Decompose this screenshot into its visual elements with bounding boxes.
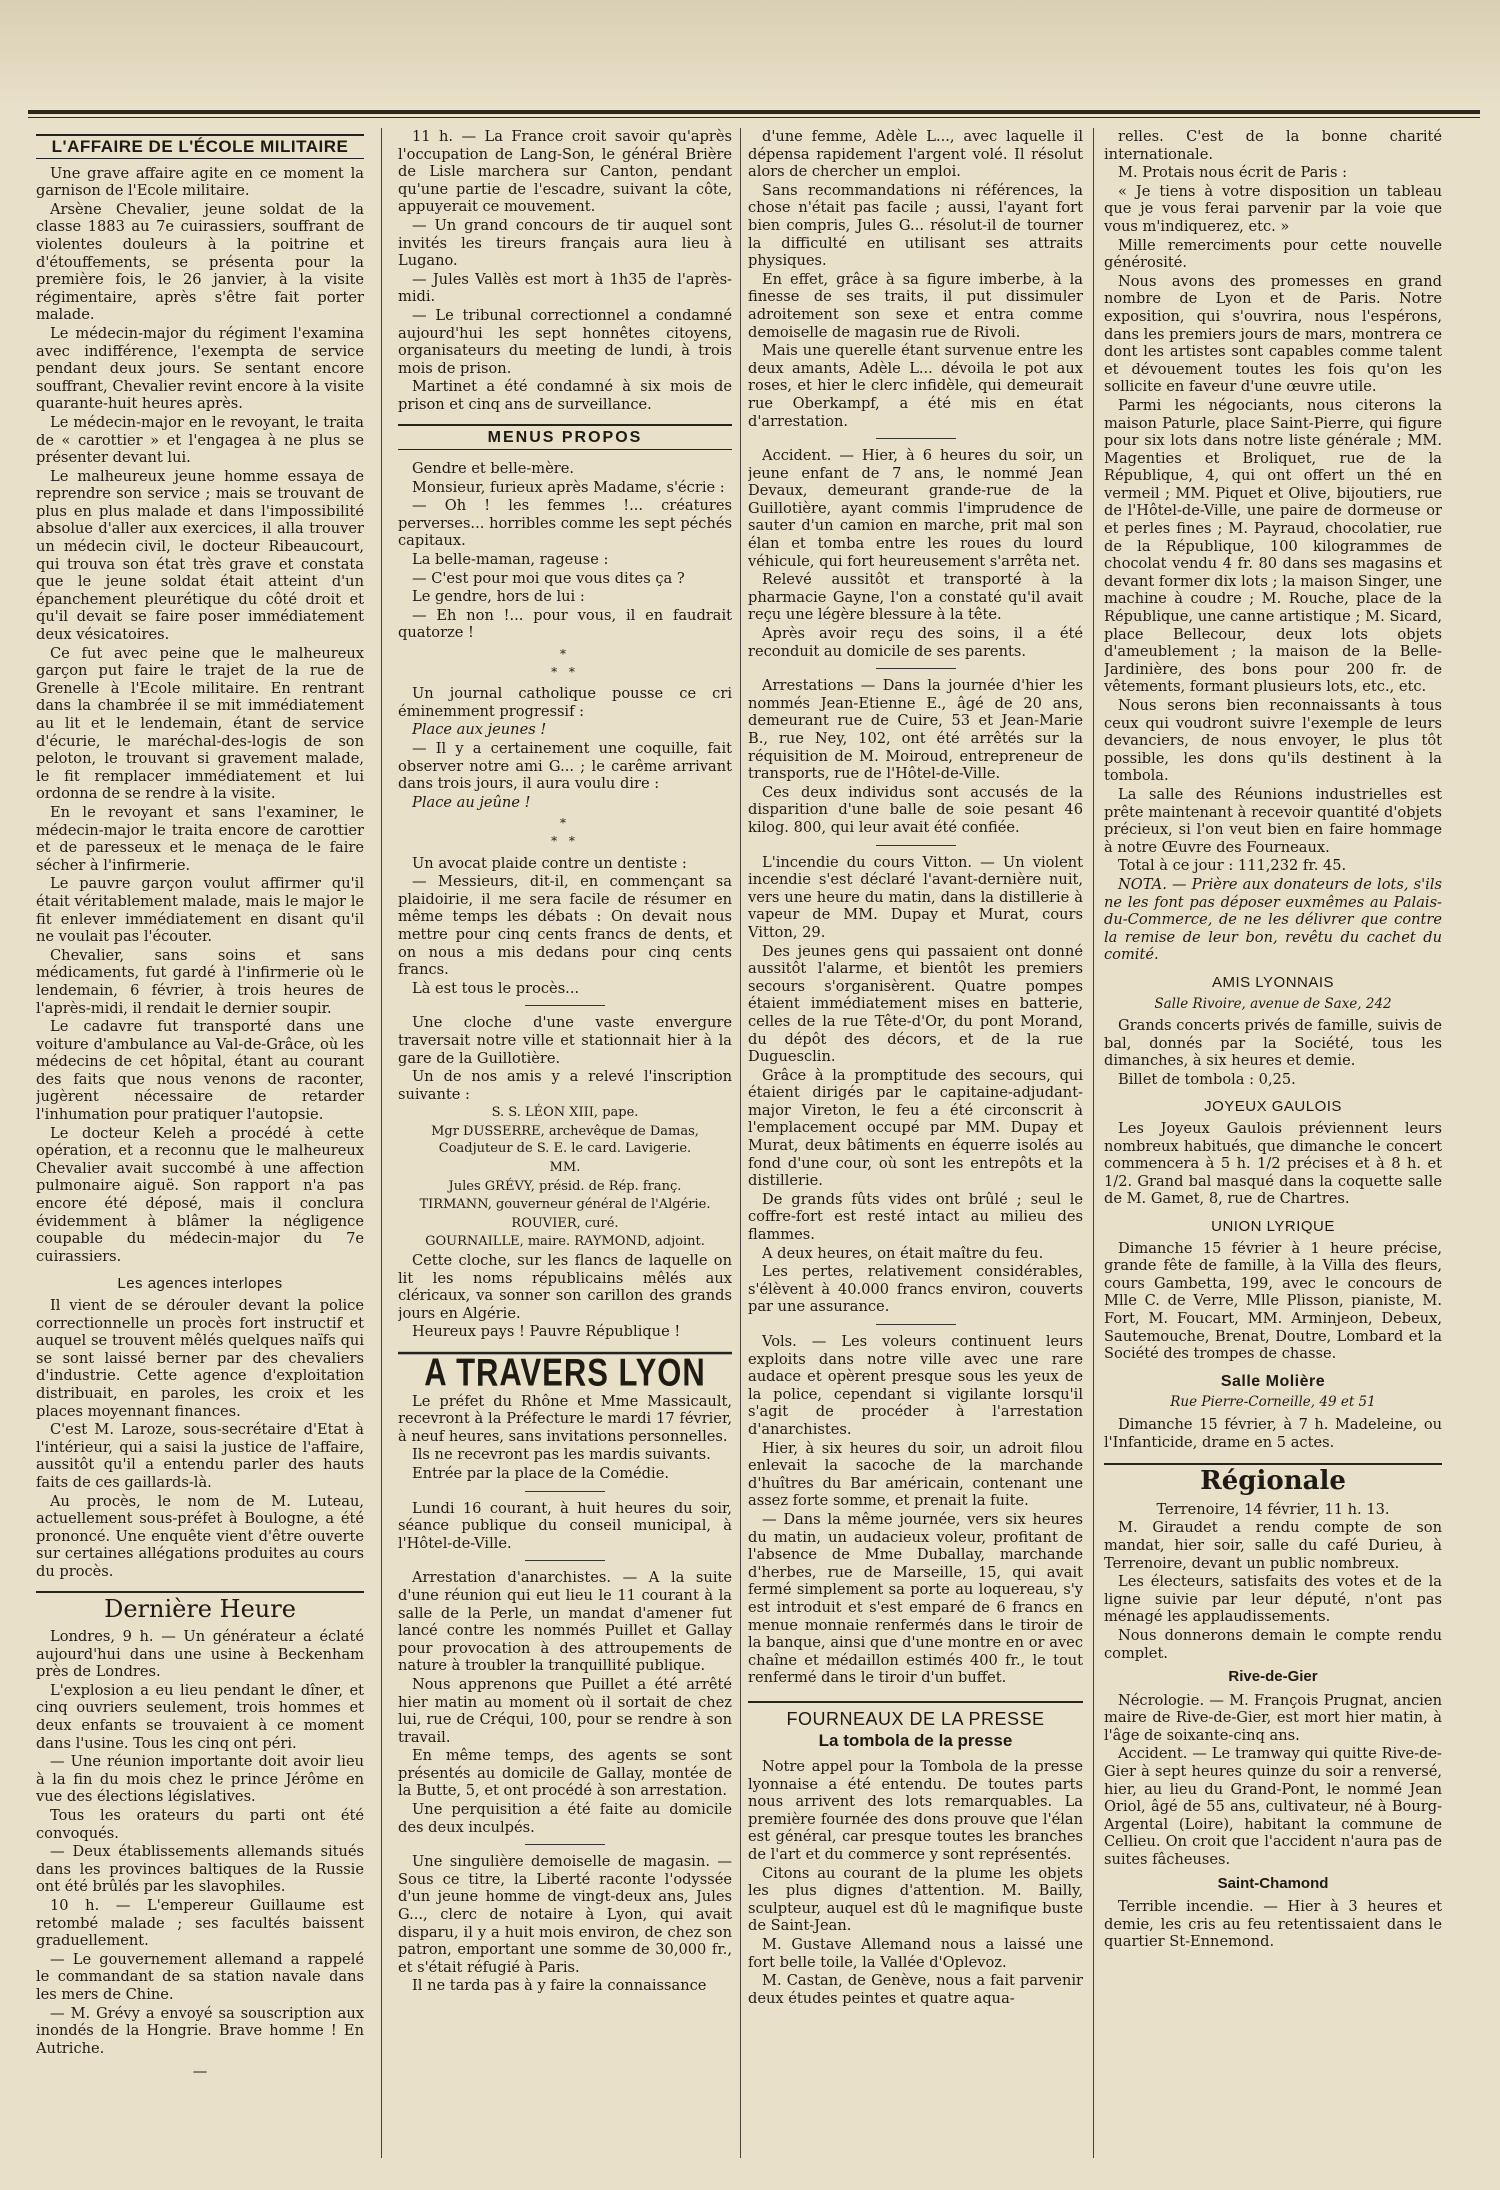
paragraph: En effet, grâce à sa figure imberbe, à la finesse de ses traits, il put dissimuler adroitement son sexe et entra comme demoiselle de magasin rue de Rivoli. <box>748 270 1083 341</box>
paragraph: Le médecin-major du régiment l'examina avec indifférence, l'exempta de service pendant deux jours. Se sentant encore souffrant, Chevalier revint encore à la visite quarante-huit heures après. <box>36 324 364 413</box>
headline-tombola: La tombola de la presse <box>818 1731 1013 1751</box>
paragraph: Là est tous le procès... <box>412 979 580 997</box>
paragraph: « Je tiens à votre disposition un tableau que je vous ferai parvenir par la voie que vous m'indiquerez, etc. » <box>1104 182 1442 235</box>
paragraph: Des jeunes gens qui passaient ont donné aussitôt l'alarme, et bientôt les premiers secours s'organisèrent. Quatre pompes étaient immédiatement mises en batterie, celles de la rue Tête-d'Or, du pont Morand, du dépôt des décors, et de la rue Duguesclin. <box>748 942 1083 1066</box>
paragraph: Un journal catholique pousse ce cri éminemment progressif : <box>398 685 732 720</box>
headline-rive-de-gier: Rive-de-Gier <box>1228 1668 1318 1686</box>
paragraph: Une cloche d'une vaste envergure traversait notre ville et stationnait hier à la gare de la Guillotière. <box>398 1014 732 1067</box>
paragraph: — Jules Vallès est mort à 1h35 de l'après-midi. <box>398 270 732 306</box>
paragraph: Le pauvre garçon voulut affirmer qu'il était véritablement malade, mais le major le fit enlever immédiatement en disant qu'il ne voulait pas l'écouter. <box>36 875 364 946</box>
paragraph: Accident. — Le tramway qui quitte Rive-de-Gier à sept heures quinze du soir a renversé, hier, au lieu du Grand-Pont, le nommé Jean Oriol, âgé de 55 ans, cultivateur, né à Bourg-Argental (Loire), habitant la commune de Cellieu. On croit que l'accident n'aura pas de suites fâcheuses. <box>1104 1745 1442 1869</box>
paragraph: NOTA. — Prière aux donateurs de lots, s'ils ne les font pas déposer euxmêmes au Palais-du-Commerce, de ne les délivrer que contre la remise de leur bon, revêtu du cachet du comité. <box>1104 875 1442 964</box>
subheading: Salle Rivoire, avenue de Saxe, 242 <box>1154 995 1392 1012</box>
inscription-line: ROUVIER, curé. <box>511 1215 619 1231</box>
paragraph: Il vient de se dérouler devant la police correctionnelle un procès fort instructif et auquel se trouvent mêlés quelques naïfs qui se sont laissé berner par des chevaliers d'industrie. Cette agence d'exploitation distribuait, en paroles, les croix et les places moyennant finances. <box>36 1297 364 1420</box>
paragraph: — Eh non !... pour vous, il en faudrait quatorze ! <box>398 606 732 642</box>
inscription-line: GOURNAILLE, maire. RAYMOND, adjoint. <box>425 1234 705 1250</box>
paragraph: — Oh ! les femmes !... créatures perverses... horribles comme les sept péchés capitaux. <box>398 497 732 550</box>
article-derniere-heure <box>36 1628 364 2057</box>
paragraph: Notre appel pour la Tombola de la presse lyonnaise a été entendu. De toutes parts nous arrivent des lots remarquables. La première fournée des dons prouve que l'élan est général, car presque toutes les branches de l'art et du commerce y sont représentés. <box>748 1758 1083 1864</box>
paragraph: Entrée par la place de la Comédie. <box>412 1464 669 1482</box>
paragraph: Mais une querelle étant survenue entre les deux amants, Adèle L... dévoila le pot aux roses, et hier le clerc infidèle, qui demeurait rue Oberkampf, a été mis en état d'arrestation. <box>748 342 1083 430</box>
inscription-line: S. S. LÉON XIII, pape. <box>491 1105 639 1121</box>
short-rule <box>876 1324 956 1325</box>
article-affaire <box>36 165 364 1266</box>
article-demoiselle-continued <box>748 128 1083 430</box>
paragraph: Nous avons des promesses en grand nombre de Lyon et de Paris. Notre exposition, qui s'ouvrira, nous l'espérons, dans les premiers jours de mars, montrera ce dont les artistes sont capables comme talent et dévouement toutes les fois qu'on les sollicite en faveur d'une œuvre utile. <box>1104 272 1442 396</box>
paragraph: En même temps, des agents se sont présentés au domicile de Gallay, montée de la Butte, 5, et ont procédé à son arrestation. <box>398 1747 732 1800</box>
paragraph: Après avoir reçu des soins, il a été reconduit au domicile de ses parents. <box>748 625 1083 660</box>
paragraph: La belle-maman, rageuse : <box>412 551 609 569</box>
paragraph: Place au jeûne ! <box>412 793 531 811</box>
top-rule <box>28 110 1480 114</box>
short-rule <box>876 845 956 846</box>
paragraph: Une perquisition a été faite au domicile des deux inculpés. <box>398 1801 732 1836</box>
paragraph: — Le gouvernement allemand a rappelé le commandant de sa station navale dans les mers de Chine. <box>36 1950 364 2003</box>
article-demoiselle <box>398 1853 732 1995</box>
page-top-margin <box>0 0 1500 108</box>
paragraph: Nécrologie. — M. François Prugnat, ancien maire de Rive-de-Gier, est mort hier matin, à l'âge de soixante-cinq ans. <box>1104 1691 1442 1744</box>
article-cloche <box>398 1014 732 1341</box>
paragraph: Ils ne recevront pas les mardis suivants. <box>412 1446 711 1464</box>
column-4 <box>1104 128 1442 2168</box>
paragraph: relles. C'est de la bonne charité internationale. <box>1104 128 1442 163</box>
article-continued <box>398 128 732 414</box>
paragraph: Relevé aussitôt et transporté à la pharmacie Gayne, l'on a constaté qu'il avait reçu une légère blessure à la tête. <box>748 571 1083 624</box>
end-dash: — <box>192 2063 208 2081</box>
article-agences <box>36 1297 364 1581</box>
article-menus-propos <box>398 460 732 642</box>
short-rule <box>525 1560 605 1561</box>
paragraph: Place aux jeunes ! <box>412 721 547 739</box>
article-terrenoire <box>1104 1501 1442 1662</box>
headline-derniere-heure: Dernière Heure <box>36 1591 364 1619</box>
paragraph: L'incendie du cours Vitton. — Un violent incendie s'est déclaré l'avant-dernière nuit, vers une heure du matin, dans la distillerie à vapeur de MM. Dupay et Murat, cours Vitton, 29. <box>748 853 1083 941</box>
paragraph: — Une réunion importante doit avoir lieu à la fin du mois chez le prince Jérôme en vue des élections législatives. <box>36 1753 364 1806</box>
paragraph: Arsène Chevalier, jeune soldat de la classe 1883 au 7e cuirassiers, souffrant de violentes douleurs à la poitrine et d'étouffements, se présenta pour la première fois, le 26 janvier, à la visite régimentaire, après s'être fait porter malade. <box>36 200 364 324</box>
paragraph: Arrestation d'anarchistes. — A la suite d'une réunion qui eut lieu le 11 courant à la salle de la Perle, un mandat d'amener fut lancé contre les nommés Puillet et Gallay pour provocation à des attroupements de nature à troubler la tranquillité publique. <box>398 1569 732 1675</box>
paragraph: De grands fûts vides ont brûlé ; seul le coffre-fort est resté intact au milieu des flammes. <box>748 1190 1083 1244</box>
paragraph: Heureux pays ! Pauvre République ! <box>412 1323 681 1341</box>
paragraph: — C'est pour moi que vous dites ça ? <box>412 569 685 587</box>
paragraph: M. Castan, de Genève, nous a fait parvenir deux études peintes et quatre aqua- <box>748 1972 1083 2007</box>
article-lyon <box>398 1393 732 1483</box>
paragraph: Accident. — Hier, à 6 heures du soir, un jeune enfant de 7 ans, le nommé Jean Devaux, demeurant grande-rue de la Guillotière, ayant commis l'imprudence de sauter d'un camion en marche, prit mal son élan et tomba entre les roues du lourd véhicule, qui fort heureusement s'arrêta net. <box>748 447 1083 570</box>
headline-salle-moliere: Salle Molière <box>1220 1372 1326 1390</box>
inscription-line: Jules GRÉVY, présid. de Rép. franç. <box>448 1178 682 1194</box>
paragraph: — Le tribunal correctionnel a condamné aujourd'hui les sept honnêtes citoyens, organisateurs du meeting de lundi, à trois mois de prison. <box>398 306 732 377</box>
paragraph: A deux heures, on était maître du feu. <box>762 1244 1044 1262</box>
short-rule <box>525 1491 605 1492</box>
paragraph: Terrenoire, 14 février, 11 h. 13. <box>1156 1500 1390 1518</box>
paragraph: — Messieurs, dit-il, en commençant sa plaidoirie, il me sera facile de résumer en même temps les débats : On devait nous mettre pour cinq cents francs de dents, et on nous a mis dedans pour cinq cents francs. <box>398 873 732 979</box>
asterism-separator: * * * <box>551 647 579 679</box>
paragraph: Grâce à la promptitude des secours, qui étaient dirigés par le capitaine-adjudant-major Vireton, le feu a été circonscrit à l'emplacement occupé par MM. Dupay et Murat, deux bâtiments en équerre isolés au fond d'une cour, où sont les entrepôts et la distillerie. <box>748 1066 1083 1190</box>
paragraph: Vols. — Les voleurs continuent leurs exploits dans notre ville avec une rare audace et opèrent presque sous les yeux de la police, cependant si vigilante lorsqu'il s'agit de procéder à l'arrestation d'anarchistes. <box>748 1333 1083 1438</box>
paragraph: — Il y a certainement une coquille, fait observer notre ami G... ; le carême arrivant dans trois jours, il aura voulu dire : <box>398 740 732 793</box>
headline-joyeux-gaulois: JOYEUX GAULOIS <box>1204 1098 1342 1116</box>
paragraph: Lundi 16 courant, à huit heures du soir, séance publique du conseil municipal, à l'Hôtel-de-Ville. <box>398 1499 732 1552</box>
paragraph: C'est M. Laroze, sous-secrétaire d'Etat à l'intérieur, qui a saisi la justice de l'affaire, aussitôt qu'il a entendu parler des hauts faits de ces gaillards-là. <box>36 1421 364 1491</box>
paragraph: Les électeurs, satisfaits des votes et de la ligne suivie par leur député, n'ont pas ménagé les applaudissements. <box>1104 1573 1442 1626</box>
paragraph: Mille remerciments pour cette nouvelle générosité. <box>1104 236 1442 272</box>
paragraph: Nous donnerons demain le compte rendu complet. <box>1104 1626 1442 1662</box>
headline-affaire: L'AFFAIRE DE L'ÉCOLE MILITAIRE <box>36 134 364 159</box>
short-rule <box>525 1844 605 1845</box>
paragraph: Le cadavre fut transporté dans une voiture d'ambulance au Val-de-Grâce, où les médecins de cet hôpital, étant au courant des faits que nous venons de raconter, jugèrent nécessaire de retarder l'inhumation pour pratiquer l'autopsie. <box>36 1018 364 1124</box>
paragraph: Nous serons bien reconnaissants à tous ceux qui voudront suivre l'exemple de leurs devanciers, de nous envoyer, le plus tôt possible, les dons qu'ils destinent à la tombola. <box>1104 697 1442 785</box>
article-accident <box>748 447 1083 660</box>
paragraph: M. Giraudet a rendu compte de son mandat, hier soir, salle du café Durieu, à Terrenoire, devant un public nombreux. <box>1104 1519 1442 1572</box>
paragraph: Les Joyeux Gaulois préviennent leurs nombreux habitués, que dimanche le concert commencera à 5 h. 1/2 précises et à 8 h. et 1/2. Grand bal masqué dans la coquette salle de M. Gamet, 8, rue de Chartres. <box>1104 1120 1442 1208</box>
paragraph: Citons au courant de la plume les objets les plus dignes d'attention. M. Bailly, sculpteur, auquel est dû le magnifique buste de Saint-Jean. <box>748 1864 1083 1935</box>
headline-union-lyrique: UNION LYRIQUE <box>1211 1218 1335 1236</box>
paragraph: Ce fut avec peine que le malheureux garçon put faire le trajet de la rue de Grenelle à l'Ecole militaire. En rentrant dans la chambrée il se mit immédiatement au lit et le lendemain, étant de service d'écurie, le maréchal-des-logis de son peloton, le trouvant si gravement malade, le fit remplacer immédiatement et lui ordonna de se rendre à la visite. <box>36 644 364 803</box>
column-3 <box>748 128 1083 2168</box>
paragraph: Le préfet du Rhône et Mme Massicault, recevront à la Préfecture le mardi 17 février, à neuf heures, sans invitations personnelles. <box>398 1392 732 1445</box>
paragraph: En le revoyant et sans l'examiner, le médecin-major le traita encore de carottier et de paresseux et le menaça de le faire sécher à l'infirmerie. <box>36 803 364 874</box>
paragraph: Monsieur, furieux après Madame, s'écrie : <box>412 478 725 496</box>
headline-amis-lyonnais: AMIS LYONNAIS <box>1211 973 1335 991</box>
column-2 <box>398 128 732 2168</box>
paragraph: Cette cloche, sur les flancs de laquelle on lit les noms républicains mêlés aux cléricaux, va sonner son carillon des grands jours en Algérie. <box>398 1252 732 1322</box>
paragraph: Terrible incendie. — Hier à 3 heures et demie, les cris au feu retentissaient dans le quartier St-Ennemond. <box>1104 1898 1442 1951</box>
paragraph: Le docteur Keleh a procédé à cette opération, et a reconnu que le malheureux Chevalier avait succombé à une affection pulmonaire aiguë. Son rapport n'a pas encore été déposé, mais il conclura évidemment à blâmer la négligence coupable du médecin-major du 7e cuirassiers. <box>36 1124 364 1265</box>
paragraph: Billet de tombola : 0,25. <box>1118 1070 1296 1088</box>
paragraph: Chevalier, sans soins et sans médicaments, fut gardé à l'infirmerie où le lendemain, 6 février, à trois heures de l'après-midi, il rendait le dernier soupir. <box>36 946 364 1017</box>
paragraph: Tous les orateurs du parti ont été convoqués. <box>36 1807 364 1842</box>
paragraph: d'une femme, Adèle L..., avec laquelle il dépensa rapidement l'argent volé. Il résolut alors de chercher un emploi. <box>748 128 1083 181</box>
paragraph: — Deux établissements allemands situés dans les provinces baltiques de la Russie ont été brûlés par les slavophiles. <box>36 1843 364 1896</box>
article-vols <box>748 1333 1083 1687</box>
paragraph: 10 h. — L'empereur Guillaume est retombé malade ; ses facultés baissent graduellement. <box>36 1897 364 1950</box>
paragraph: 11 h. — La France croit savoir qu'après l'occupation de Lang-Son, le général Brière de Lisle marchera sur Canton, pendant qu'une partie de l'escadre, suivant la côte, appuyerait ce mouvement. <box>398 128 732 216</box>
paragraph: Un avocat plaide contre un dentiste : <box>412 854 687 872</box>
headline-menus-propos: MENUS PROPOS <box>398 424 732 451</box>
column-divider <box>740 128 741 2158</box>
paragraph: — Un grand concours de tir auquel sont invités les tireurs français aura lieu à Lugano. <box>398 216 732 270</box>
paragraph: Le médecin-major en le revoyant, le traita de « carottier » et l'engagea à ne plus se présenter devant lui. <box>36 413 364 467</box>
paragraph: Ces deux individus sont accusés de la disparition d'une balle de soie pesant 46 kilog. 800, qui leur avait été confiée. <box>748 783 1083 836</box>
headline-fourneaux: FOURNEAUX DE LA PRESSE <box>748 1701 1083 1729</box>
inscription-line: Mgr DUSSERRE, archevêque de Damas, Coadjuteur de S. E. le card. Lavigerie. <box>431 1123 699 1157</box>
paragraph: Une singulière demoiselle de magasin. — Sous ce titre, la Liberté raconte l'odyssée d'un jeune homme de vingt-deux ans, Jules G..., clerc de notaire à Lyon, qui avait disparu, il y a huit mois environ, de chez son patron, emportant une somme de 30,000 fr., et s'était réfugié à Paris. <box>398 1853 732 1976</box>
paragraph: Martinet a été condamné à six mois de prison et cinq ans de surveillance. <box>398 378 732 413</box>
paragraph: Nous apprenons que Puillet a été arrêté hier matin au moment où il sortait de chez lui, rue de Créqui, 100, pour se rendre à son travail. <box>398 1675 732 1746</box>
paragraph: Sans recommandations ni références, la chose n'était pas facile ; aussi, l'ayant fort bien compris, Jules G... résolut-il de tourner la difficulté en utilisant ses attraits physiques. <box>748 181 1083 270</box>
paragraph: M. Gustave Allemand nous a laissé une fort belle toile, la Vallée d'Oplevoz. <box>748 1936 1083 1971</box>
subheading: Rue Pierre-Corneille, 49 et 51 <box>1170 1394 1376 1411</box>
short-rule <box>876 668 956 669</box>
paragraph: — M. Grévy a envoyé sa souscription aux inondés de la Hongrie. Brave homme ! En Autriche. <box>36 2004 364 2057</box>
column-divider <box>381 128 382 2158</box>
paragraph: Dimanche 15 février à 1 heure précise, grande fête de famille, à la Villa des fleurs, cours Gambetta, 199, avec le concours de Mlle C. de Verre, Mlle Plisson, pianiste, M. Fort, M. Foucart, MM. Arminjeon, Debeux, Sautemouche, Brenat, Doutre, Lombard et la Société des trompes de chasse. <box>1104 1239 1442 1363</box>
paragraph: La salle des Réunions industrielles est prête maintenant à recevoir quantité d'objets précieux, si l'on veut bien en faire hommage à notre Œuvre des Fourneaux. <box>1104 785 1442 856</box>
headline-regionale: Régionale <box>1104 1463 1442 1491</box>
article-avocat <box>398 855 732 998</box>
article-tombola <box>748 1758 1083 2007</box>
paragraph: Londres, 9 h. — Un générateur a éclaté aujourd'hui dans une usine à Beckenham près de Londres. <box>36 1628 364 1681</box>
inscription-line: TIRMANN, gouverneur général de l'Algérie. <box>419 1197 711 1213</box>
paragraph: Une grave affaire agite en ce moment la garnison de l'Ecole militaire. <box>36 164 364 200</box>
paragraph: Le malheureux jeune homme essaya de reprendre son service ; mais se trouvant de plus en plus malade et dans l'impossibilité absolue d'aller aux exercices, il alla trouver un médecin civil, le docteur Ribeaucourt, qui trouva son état très grave et constata que le jeune soldat était atteint d'un épanchement pleurétique du côté droit et qu'il devait se faire poser immédiatement deux vésicatoires. <box>36 467 364 644</box>
headline-saint-chamond: Saint-Chamond <box>1217 1874 1329 1892</box>
paragraph: Dimanche 15 février, à 7 h. Madeleine, ou l'Infanticide, drame en 5 actes. <box>1104 1415 1442 1451</box>
paragraph: Le gendre, hors de lui : <box>412 588 585 606</box>
top-rule-thin <box>28 117 1480 118</box>
article-incendie <box>748 854 1083 1316</box>
paragraph: Total à ce jour : 111,232 fr. 45. <box>1118 857 1347 875</box>
short-rule <box>876 438 956 439</box>
paragraph: M. Protais nous écrit de Paris : <box>1118 164 1348 182</box>
article-tombola-continued <box>1104 128 1442 964</box>
article-anarchistes <box>398 1569 732 1836</box>
article-journal <box>398 685 732 811</box>
column-1 <box>36 128 364 2168</box>
column-divider <box>1093 128 1094 2158</box>
asterism-separator: * * * <box>551 816 579 848</box>
paragraph: Parmi les négociants, nous citerons la maison Paturle, place Saint-Pierre, qui figure pour six lots dans notre liste générale ; MM. Magenties et Broliquet, rue de la République, 4, qui ont offert un thé en vermeil ; MM. Piquet et Olive, bijoutiers, rue de l'Hôtel-de-Ville, une paire de dormeuse or et perles fines ; M. Payraud, chocolatier, rue de la République, 100 kilogrammes de chocolat vendu 4 fr. 80 dans ses magasins et devant former dix lots ; la maison Singer, une machine à coudre ; M. Rouche, place de la République, une canne artistique ; M. Sicard, place Bellecour, deux lots objets d'ameublement ; la maison de la Belle-Jardinière, des bons pour 200 fr. de vêtements, formant plusieurs lots, etc., etc. <box>1104 396 1442 696</box>
paragraph: Gendre et belle-mère. <box>412 460 575 478</box>
short-rule <box>525 1005 605 1006</box>
paragraph: Grands concerts privés de famille, suivis de bal, donnés par la Société, tous les dimanches, à six heures et demie. <box>1104 1017 1442 1070</box>
paragraph: — Dans la même journée, vers six heures du matin, un audacieux voleur, profitant de l'absence de Mme Duballay, marchande d'herbes, rue de Marseille, 15, qui avait fermé simplement sa porte au loquereau, s'y est introduit et s'est emparé de 6 francs en menue monnaie renfermés dans le tiroir de la banque, ainsi que d'une montre en or avec chaîne et médaillon estimés 400 fr., le tout renfermé dans le tiroir d'un buffet. <box>748 1510 1083 1687</box>
paragraph: Il ne tarda pas à y faire la connaissance <box>412 1977 707 1995</box>
paragraph: Les pertes, relativement considérables, s'élèvent à 40.000 francs environ, couverts par une assurance. <box>748 1263 1083 1316</box>
inscription-line: MM. <box>549 1160 581 1176</box>
headline-agences: Les agences interlopes <box>117 1275 283 1293</box>
paragraph: L'explosion a eu lieu pendant le dîner, et cinq ouvriers seulement, trois hommes et deux enfants se trouvaient à ce moment dans l'usine. Tous les cinq ont péri. <box>36 1681 364 1752</box>
paragraph: Hier, à six heures du soir, un adroit filou enlevait la sacoche de la marchande d'huîtres du Bar américain, contenant une assez forte somme, et prenait la fuite. <box>748 1439 1083 1510</box>
paragraph: Arrestations — Dans la journée d'hier les nommés Jean-Etienne E., âgé de 20 ans, demeurant rue de Cuire, 53 et Jean-Marie B., rue Ney, 102, ont été arrêtés sur la réquisition de M. Moiroud, entrepreneur de transports, rue de l'Hôtel-de-Ville. <box>748 677 1083 783</box>
paragraph: Un de nos amis y a relevé l'inscription suivante : <box>398 1068 732 1103</box>
paragraph: Au procès, le nom de M. Luteau, actuellement sous-préfet à Boulogne, a été prononcé. Une enquête vient d'être ouverte sur certaines allégations produites au cours du procès. <box>36 1492 364 1580</box>
headline-a-travers-lyon: A TRAVERS LYON <box>398 1352 732 1384</box>
article-arrestations <box>748 677 1083 836</box>
